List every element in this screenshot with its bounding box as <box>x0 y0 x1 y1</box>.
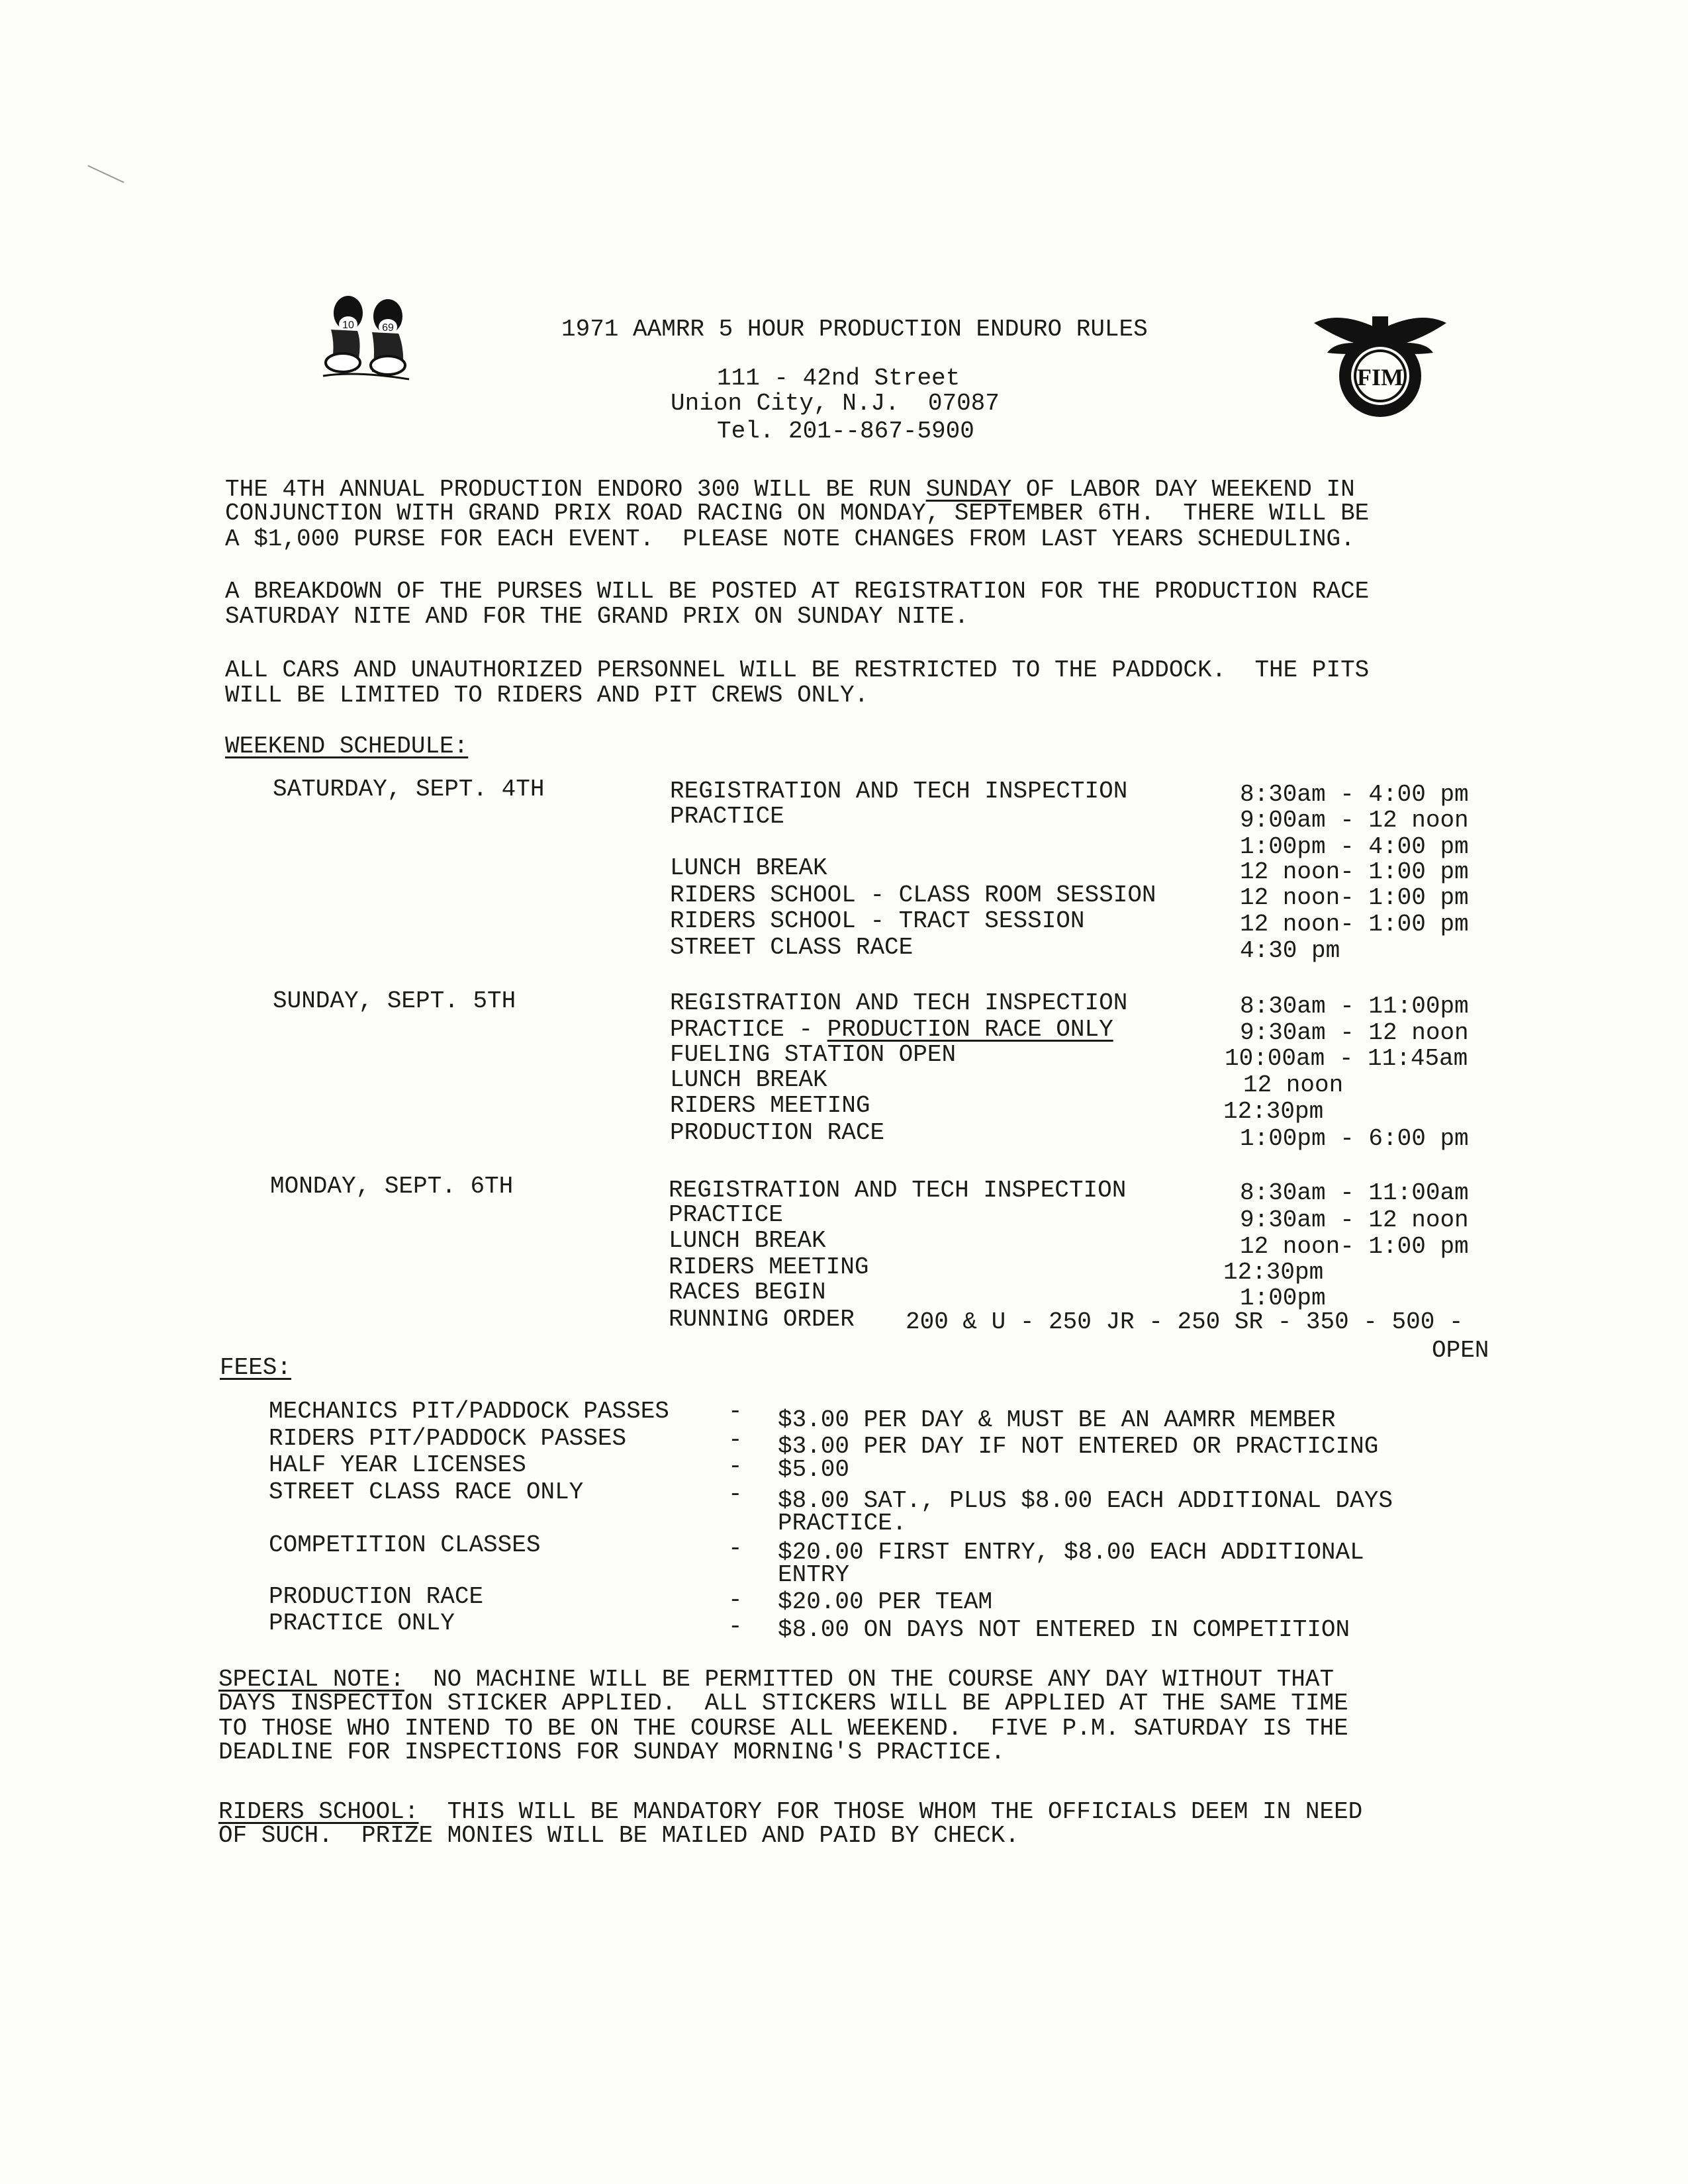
special-note-line-2: DAYS INSPECTION STICKER APPLIED. ALL STICKERS WILL BE APPLIED AT THE SAME TIME <box>218 1690 1348 1717</box>
svg-text:FIM: FIM <box>1357 364 1403 390</box>
saturday-time: 12 noon- 1:00 pm <box>1240 884 1469 911</box>
monday-event: RACES BEGIN <box>669 1279 826 1306</box>
fim-winged-emblem-icon <box>1314 303 1446 422</box>
saturday-event: REGISTRATION AND TECH INSPECTION <box>670 778 1128 805</box>
saturday-event: PRACTICE <box>670 803 784 830</box>
sunday-emphasis: SUNDAY <box>925 476 1012 503</box>
intro-paragraph-3-line-2: WILL BE LIMITED TO RIDERS AND PIT CREWS ONLY. <box>225 682 869 709</box>
svg-text:69: 69 <box>382 322 394 334</box>
sunday-time: 12 noon <box>1243 1071 1344 1099</box>
monday-time: 12:30pm <box>1223 1259 1324 1286</box>
riders-school-line-1 <box>218 1800 1362 1824</box>
fee-item: STREET CLASS RACE ONLY <box>269 1479 584 1506</box>
monday-event: PRACTICE <box>669 1201 783 1228</box>
special-note-line-3: TO THOSE WHO INTEND TO BE ON THE COURSE ALL WEEKEND. FIVE P.M. SATURDAY IS THE <box>218 1715 1348 1742</box>
sunday-event: PRODUCTION RACE <box>670 1119 885 1146</box>
saturday-event: RIDERS SCHOOL - CLASS ROOM SESSION <box>670 882 1156 909</box>
fee-dash: - <box>728 1586 743 1614</box>
sunday-time: 10:00am - 11:45am <box>1225 1045 1468 1072</box>
running-order-end: OPEN <box>1432 1337 1489 1364</box>
phone-number: Tel. 201--867-5900 <box>717 418 974 445</box>
intro-paragraph-2-line-1: A BREAKDOWN OF THE PURSES WILL BE POSTED AT REGISTRATION FOR THE PRODUCTION RACE <box>225 578 1370 605</box>
schedule-heading: WEEKEND SCHEDULE: <box>225 733 469 760</box>
fees-heading: FEES: <box>220 1354 292 1381</box>
intro-text: OF LABOR DAY WEEKEND IN <box>1011 476 1355 503</box>
saturday-time: 12 noon- 1:00 pm <box>1240 911 1469 938</box>
sunday-event: FUELING STATION OPEN <box>670 1041 957 1068</box>
fee-item: COMPETITION CLASSES <box>269 1531 541 1559</box>
riders-school-label: RIDERS SCHOOL: <box>218 1798 419 1825</box>
intro-paragraph-3-line-1: ALL CARS AND UNAUTHORIZED PERSONNEL WILL BE RESTRICTED TO THE PADDOCK. THE PITS <box>225 657 1370 684</box>
special-note-label: SPECIAL NOTE: <box>218 1666 404 1693</box>
fee-dash: - <box>728 1613 743 1640</box>
fee-description: $3.00 PER DAY IF NOT ENTERED OR PRACTICING <box>778 1433 1379 1460</box>
motorcycle-riders-logo <box>316 283 429 383</box>
monday-time: 1:00pm <box>1240 1285 1326 1312</box>
intro-paragraph-1-line-1 <box>225 478 1355 502</box>
monday-time: 9:30am - 12 noon <box>1240 1206 1469 1234</box>
riders-school-line-2: OF SUCH. PRIZE MONIES WILL BE MAILED AND PAID BY CHECK. <box>218 1822 1019 1849</box>
fee-description: $8.00 ON DAYS NOT ENTERED IN COMPETITION <box>778 1616 1350 1643</box>
saturday-time: 8:30am - 4:00 pm <box>1240 781 1469 808</box>
fee-description: $20.00 PER TEAM <box>778 1588 993 1615</box>
intro-text: THE 4TH ANNUAL PRODUCTION ENDORO 300 WILL BE RUN <box>225 476 926 503</box>
monday-event: RIDERS MEETING <box>669 1253 869 1281</box>
fee-item: RIDERS PIT/PADDOCK PASSES <box>269 1425 627 1452</box>
fee-description: $3.00 PER DAY & MUST BE AN AAMRR MEMBER <box>778 1406 1336 1433</box>
fee-description-continued: PRACTICE. <box>778 1510 907 1537</box>
intro-paragraph-1-line-3: A $1,000 PURSE FOR EACH EVENT. PLEASE NOTE CHANGES FROM LAST YEARS SCHEDULING. <box>225 525 1355 553</box>
saturday-time: 4:30 pm <box>1240 937 1340 964</box>
fee-description-continued: ENTRY <box>778 1561 850 1588</box>
monday-event: LUNCH BREAK <box>669 1227 826 1254</box>
saturday-time: 9:00am - 12 noon <box>1240 807 1469 834</box>
fee-description: $5.00 <box>778 1456 850 1483</box>
saturday-event: STREET CLASS RACE <box>670 934 914 961</box>
sunday-time: 9:30am - 12 noon <box>1240 1019 1469 1046</box>
fee-description: $8.00 SAT., PLUS $8.00 EACH ADDITIONAL DAYS <box>778 1487 1393 1514</box>
fee-item: HALF YEAR LICENSES <box>269 1451 526 1479</box>
monday-label: MONDAY, SEPT. 6TH <box>270 1173 514 1200</box>
sunday-event: RIDERS MEETING <box>670 1092 870 1119</box>
saturday-time: 12 noon- 1:00 pm <box>1240 858 1469 886</box>
intro-paragraph-2-line-2: SATURDAY NITE AND FOR THE GRAND PRIX ON SUNDAY NITE. <box>225 603 969 630</box>
address-line-2: Union City, N.J. 07087 <box>671 390 1000 417</box>
sunday-practice-event <box>670 1018 1113 1042</box>
svg-text:10: 10 <box>342 320 354 331</box>
monday-event: REGISTRATION AND TECH INSPECTION <box>669 1177 1127 1204</box>
monday-time: 12 noon- 1:00 pm <box>1240 1233 1469 1260</box>
special-note-line-1 <box>218 1668 1334 1692</box>
sunday-time: 12:30pm <box>1223 1098 1324 1125</box>
saturday-time: 1:00pm - 4:00 pm <box>1240 833 1469 860</box>
saturday-label: SATURDAY, SEPT. 4TH <box>273 776 545 803</box>
saturday-event: RIDERS SCHOOL - TRACT SESSION <box>670 907 1085 934</box>
fee-item: PRACTICE ONLY <box>269 1610 455 1637</box>
practice-prefix: PRACTICE - <box>670 1016 827 1043</box>
special-note-line-4: DEADLINE FOR INSPECTIONS FOR SUNDAY MORNING'S PRACTICE. <box>218 1739 1006 1766</box>
running-order-label: RUNNING ORDER <box>669 1306 855 1333</box>
fee-item: PRODUCTION RACE <box>269 1583 484 1610</box>
running-order: 200 & U - 250 JR - 250 SR - 350 - 500 - <box>906 1308 1464 1336</box>
special-note-text: NO MACHINE WILL BE PERMITTED ON THE COURSE ANY DAY WITHOUT THAT <box>404 1666 1335 1693</box>
sunday-event: REGISTRATION AND TECH INSPECTION <box>670 989 1128 1017</box>
sunday-time: 1:00pm - 6:00 pm <box>1240 1125 1469 1152</box>
sunday-event: LUNCH BREAK <box>670 1066 827 1093</box>
fee-dash: - <box>728 1453 743 1480</box>
fee-dash: - <box>728 1535 743 1562</box>
address-line-1: 111 - 42nd Street <box>717 365 961 392</box>
fee-item: MECHANICS PIT/PADDOCK PASSES <box>269 1398 669 1425</box>
riders-school-text: THIS WILL BE MANDATORY FOR THOSE WHOM THE OFFICIALS DEEM IN NEED <box>418 1798 1363 1825</box>
intro-paragraph-1-line-2: CONJUNCTION WITH GRAND PRIX ROAD RACING ON MONDAY, SEPTEMBER 6TH. THERE WILL BE <box>225 500 1370 527</box>
fee-dash: - <box>728 1398 743 1425</box>
fee-description: $20.00 FIRST ENTRY, $8.00 EACH ADDITIONAL <box>778 1539 1364 1566</box>
sunday-label: SUNDAY, SEPT. 5TH <box>273 987 516 1015</box>
production-race-only: PRODUCTION RACE ONLY <box>827 1016 1113 1043</box>
fee-dash: - <box>728 1426 743 1453</box>
fee-dash: - <box>728 1480 743 1508</box>
monday-time: 8:30am - 11:00am <box>1240 1179 1469 1206</box>
saturday-event: LUNCH BREAK <box>670 854 827 882</box>
page-title: 1971 AAMRR 5 HOUR PRODUCTION ENDURO RULES <box>561 316 1148 343</box>
sunday-time: 8:30am - 11:00pm <box>1240 993 1469 1020</box>
scan-mark <box>87 165 124 183</box>
